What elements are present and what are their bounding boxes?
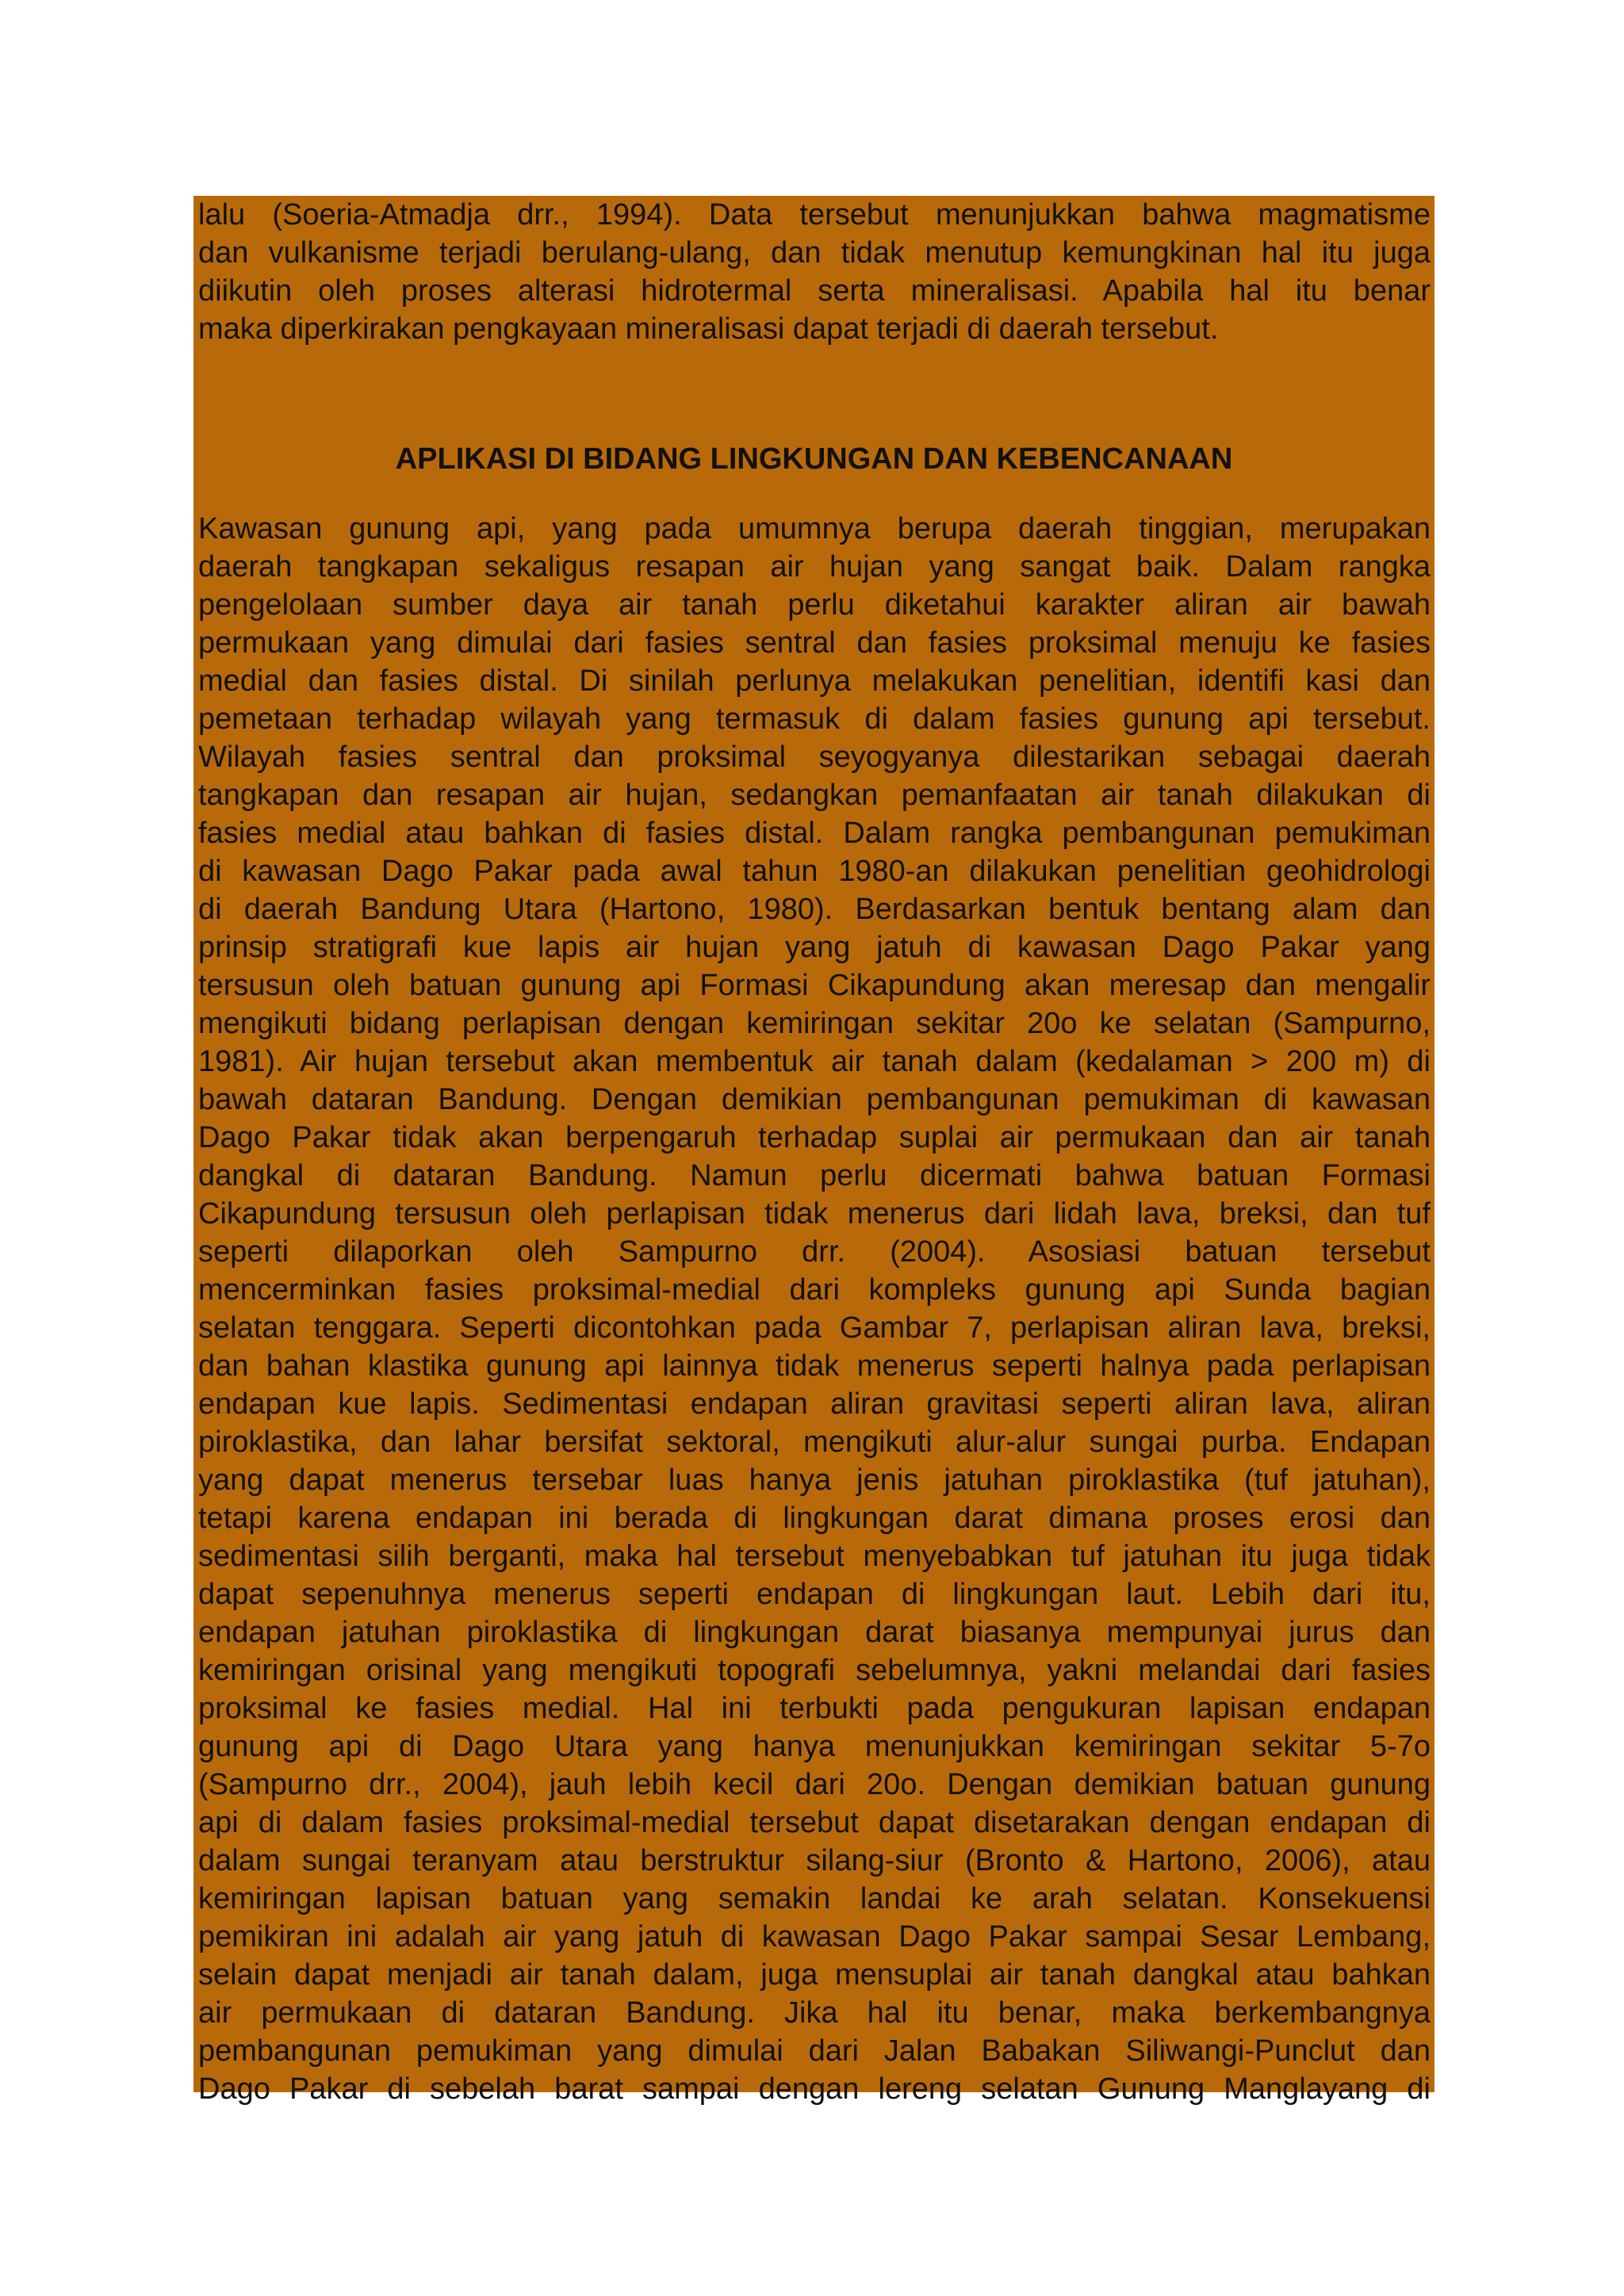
paragraph-1-line: maka diperkirakan pengkayaan mineralisasi dapat terjadi di daerah tersebut. — [198, 312, 1219, 346]
paragraph-2-line: kemiringan orisinal yang mengikuti topografi sebelumnya, yakni melandai dari fasies — [198, 1654, 1431, 1687]
paragraph-2-line: dan bahan klastika gunung api lainnya tidak menerus seperti halnya pada perlapisan — [198, 1349, 1431, 1383]
paragraph-2-line: endapan kue lapis. Sedimentasi endapan aliran gravitasi seperti aliran lava, aliran — [198, 1387, 1431, 1421]
paragraph-2-line: proksimal ke fasies medial. Hal ini terbukti pada pengukuran lapisan endapan — [198, 1692, 1431, 1725]
paragraph-2-line: fasies medial atau bahkan di fasies distal. Dalam rangka pembangunan pemukiman — [198, 817, 1431, 850]
paragraph-2-line: pemikiran ini adalah air yang jatuh di kawasan Dago Pakar sampai Sesar Lembang, — [198, 1920, 1431, 1954]
paragraph-2-line: Dago Pakar di sebelah barat sampai dengan lereng selatan Gunung Manglayang di — [198, 2072, 1431, 2106]
paragraph-2-line: gunung api di Dago Utara yang hanya menunjukkan kemiringan sekitar 5-7o — [198, 1730, 1431, 1763]
paragraph-1-line: dan vulkanisme terjadi berulang-ulang, dan tidak menutup kemungkinan hal itu juga — [198, 236, 1431, 270]
paragraph-2-line: tersusun oleh batuan gunung api Formasi Cikapundung akan meresap dan mengalir — [198, 969, 1431, 1002]
paragraph-2-line: Wilayah fasies sentral dan proksimal seyogyanya dilestarikan sebagai daerah — [198, 740, 1431, 774]
paragraph-2-line: dalam sungai teranyam atau berstruktur silang-siur (Bronto & Hartono, 2006), atau — [198, 1844, 1431, 1877]
paragraph-2-line: tetapi karena endapan ini berada di lingkungan darat dimana proses erosi dan — [198, 1502, 1431, 1535]
paragraph-2-line: mengikuti bidang perlapisan dengan kemiringan sekitar 20o ke selatan (Sampurno, — [198, 1007, 1431, 1040]
paragraph-2-line: permukaan yang dimulai dari fasies sentral dan fasies proksimal menuju ke fasies — [198, 626, 1431, 660]
paragraph-2-line: prinsip stratigrafi kue lapis air hujan yang jatuh di kawasan Dago Pakar yang — [198, 931, 1431, 964]
paragraph-2-line: api di dalam fasies proksimal-medial tersebut dapat disetarakan dengan endapan di — [198, 1806, 1431, 1839]
paragraph-2-line: yang dapat menerus tersebar luas hanya jenis jatuhan piroklastika (tuf jatuhan), — [198, 1464, 1431, 1497]
paragraph-2-line: piroklastika, dan lahar bersifat sektoral, mengikuti alur-alur sungai purba. Endapan — [198, 1425, 1431, 1459]
section-heading: APLIKASI DI BIDANG LINGKUNGAN DAN KEBENCANAAN — [395, 442, 1233, 476]
paragraph-2-line: daerah tangkapan sekaligus resapan air hujan yang sangat baik. Dalam rangka — [198, 550, 1431, 584]
paragraph-2-line: pembangunan pemukiman yang dimulai dari Jalan Babakan Siliwangi-Punclut dan — [198, 2034, 1431, 2068]
paragraph-1-line: lalu (Soeria-Atmadja drr., 1994). Data tersebut menunjukkan bahwa magmatisme — [198, 198, 1431, 232]
paragraph-2-line: dapat sepenuhnya menerus seperti endapan di lingkungan laut. Lebih dari itu, — [198, 1578, 1431, 1611]
paragraph-2-line: selain dapat menjadi air tanah dalam, juga mensuplai air tanah dangkal atau bahkan — [198, 1958, 1431, 1992]
paragraph-2-line: pemetaan terhadap wilayah yang termasuk di dalam fasies gunung api tersebut. — [198, 702, 1431, 736]
paragraph-2-line: Cikapundung tersusun oleh perlapisan tidak menerus dari lidah lava, breksi, dan tuf — [198, 1197, 1431, 1230]
paragraph-2-line: Kawasan gunung api, yang pada umumnya berupa daerah tinggian, merupakan — [198, 512, 1431, 545]
paragraph-2-line: seperti dilaporkan oleh Sampurno drr. (2004). Asosiasi batuan tersebut — [198, 1235, 1431, 1269]
paragraph-2-line: endapan jatuhan piroklastika di lingkungan darat biasanya mempunyai jurus dan — [198, 1616, 1431, 1649]
paragraph-2-line: dangkal di dataran Bandung. Namun perlu dicermati bahwa batuan Formasi — [198, 1159, 1431, 1192]
paragraph-2-line: pengelolaan sumber daya air tanah perlu diketahui karakter aliran air bawah — [198, 588, 1431, 622]
paragraph-2-line: kemiringan lapisan batuan yang semakin landai ke arah selatan. Konsekuensi — [198, 1882, 1431, 1915]
paragraph-2-line: (Sampurno drr., 2004), jauh lebih kecil dari 20o. Dengan demikian batuan gunung — [198, 1768, 1431, 1801]
paragraph-2-line: selatan tenggara. Seperti dicontohkan pada Gambar 7, perlapisan aliran lava, breksi, — [198, 1311, 1431, 1345]
paragraph-2-line: sedimentasi silih berganti, maka hal tersebut menyebabkan tuf jatuhan itu juga tidak — [198, 1540, 1431, 1573]
paragraph-2-line: tangkapan dan resapan air hujan, sedangkan pemanfaatan air tanah dilakukan di — [198, 779, 1431, 812]
paragraph-2-line: 1981). Air hujan tersebut akan membentuk air tanah dalam (kedalaman > 200 m) di — [198, 1045, 1431, 1078]
paragraph-2-line: bawah dataran Bandung. Dengan demikian pembangunan pemukiman di kawasan — [198, 1083, 1431, 1116]
paragraph-2-line: air permukaan di dataran Bandung. Jika hal itu benar, maka berkembangnya — [198, 1996, 1431, 2030]
paragraph-2-line: di daerah Bandung Utara (Hartono, 1980). Berdasarkan bentuk bentang alam dan — [198, 893, 1431, 926]
paragraph-2-line: Dago Pakar tidak akan berpengaruh terhadap suplai air permukaan dan air tanah — [198, 1121, 1431, 1154]
paragraph-1-line: diikutin oleh proses alterasi hidrotermal serta mineralisasi. Apabila hal itu benar — [198, 274, 1431, 308]
paragraph-2-line: di kawasan Dago Pakar pada awal tahun 1980-an dilakukan penelitian geohidrologi — [198, 855, 1431, 888]
paragraph-2-line: medial dan fasies distal. Di sinilah perlunya melakukan penelitian, identifi kasi dan — [198, 664, 1431, 698]
paragraph-2-line: mencerminkan fasies proksimal-medial dari kompleks gunung api Sunda bagian — [198, 1273, 1431, 1307]
